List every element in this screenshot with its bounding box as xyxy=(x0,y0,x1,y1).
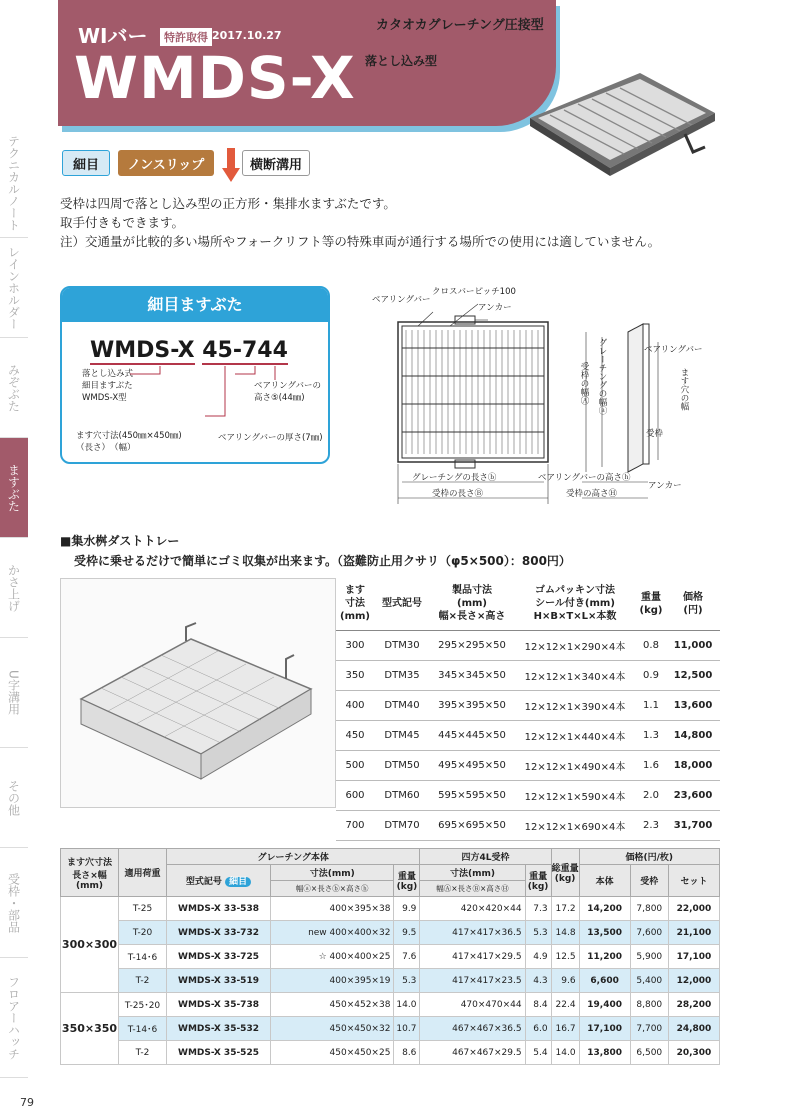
page-number: 79 xyxy=(20,1096,34,1109)
cell: WMDS-X 33-538 xyxy=(167,897,271,921)
code-box-title: 細目ますぶた xyxy=(62,288,328,322)
cell: 417×417×29.5 xyxy=(420,945,525,969)
cell: WMDS-X 35-525 xyxy=(167,1041,271,1065)
cell: 13,600 xyxy=(666,690,720,720)
size-group: 350×350 xyxy=(61,993,119,1065)
cell: 417×417×36.5 xyxy=(420,921,525,945)
arrow-down-icon xyxy=(222,148,240,184)
cell: T-25･20 xyxy=(119,993,167,1017)
col-header: ゴムパッキン寸法 シール付き(mm) H×B×T×L×本数 xyxy=(514,578,636,630)
table-row xyxy=(61,993,720,1017)
cell: 14,200 xyxy=(579,897,630,921)
cell: 21,100 xyxy=(668,921,719,945)
cell: 6,600 xyxy=(579,969,630,993)
tag-fine: 細目 xyxy=(62,150,110,176)
dust-tray-title: ■集水桝ダストトレー xyxy=(60,534,180,548)
cell: 4.3 xyxy=(525,969,551,993)
desc-line: 取手付きもできます。 xyxy=(60,215,185,230)
table-row xyxy=(61,897,720,921)
table-row xyxy=(336,750,720,780)
label-hole: ます穴寸法(450㎜×450㎜) （長さ） （幅） xyxy=(76,431,182,453)
cell: 12×12×1×340×4本 xyxy=(514,660,636,690)
cell: 445×445×50 xyxy=(430,720,514,750)
cell: 450×452×38 xyxy=(271,993,394,1017)
cell: 12.5 xyxy=(551,945,579,969)
tab-frame-parts[interactable]: 受枠・部品 xyxy=(0,848,28,958)
col-header: 本体 xyxy=(579,865,630,897)
dust-tray-subtitle: 受枠に乗せるだけで簡単にゴミ収集が出来ます。（盗難防止用クサリ（φ5×500）：800円） xyxy=(74,554,571,568)
cell: 8,800 xyxy=(630,993,668,1017)
cell: 6.0 xyxy=(525,1017,551,1041)
tab-rain-holder[interactable]: レインホルダー xyxy=(0,238,28,338)
cell: 450 xyxy=(336,720,374,750)
cell: 400 xyxy=(336,690,374,720)
cell: 450×450×32 xyxy=(271,1017,394,1041)
diag-frame-length: 受枠の長さⒷ xyxy=(432,489,484,499)
col-header: 四方4L受枠 xyxy=(420,849,551,865)
cell: T-2 xyxy=(119,1041,167,1065)
col-header: 適用荷重 xyxy=(119,849,167,897)
col-header: セット xyxy=(668,865,719,897)
diag-bearing-bar: ベアリングバー xyxy=(372,295,431,305)
col-header: 型式記号 xyxy=(374,578,430,630)
label-thickness: ベアリングバーの厚さ(7㎜) xyxy=(218,433,323,443)
cell: 12×12×1×390×4本 xyxy=(514,690,636,720)
cell: 5,900 xyxy=(630,945,668,969)
cell: 700 xyxy=(336,810,374,840)
col-header xyxy=(167,865,271,897)
cell: DTM45 xyxy=(374,720,430,750)
cell: 1.3 xyxy=(636,720,666,750)
cell: 400×395×19 xyxy=(271,969,394,993)
tab-technical-note[interactable]: テクニカルノート xyxy=(0,128,28,238)
cell: 395×395×50 xyxy=(430,690,514,720)
cell: 9.5 xyxy=(394,921,420,945)
cell: 345×345×50 xyxy=(430,660,514,690)
tab-masubuta[interactable]: ますぶた xyxy=(0,438,28,538)
diag-frame-height: 受枠の高さⒽ xyxy=(566,489,618,499)
table-row xyxy=(336,720,720,750)
cell: 467×467×29.5 xyxy=(420,1041,525,1065)
cell: DTM60 xyxy=(374,780,430,810)
cell: 0.9 xyxy=(636,660,666,690)
cell: 2.0 xyxy=(636,780,666,810)
cell: 12×12×1×290×4本 xyxy=(514,630,636,660)
cell: 1.6 xyxy=(636,750,666,780)
cell: 12×12×1×690×4本 xyxy=(514,810,636,840)
cell: 2.3 xyxy=(636,810,666,840)
bar-type: WIバー xyxy=(78,24,148,48)
diag-frame: 受枠 xyxy=(646,429,664,439)
cell: 695×695×50 xyxy=(430,810,514,840)
cell: 495×495×50 xyxy=(430,750,514,780)
tab-floor-hatch[interactable]: フロアーハッチ xyxy=(0,958,28,1078)
cell: 7,800 xyxy=(630,897,668,921)
subtype-label: 落とし込み型 xyxy=(365,54,438,68)
cell: 17,100 xyxy=(579,1017,630,1041)
cell: T-14･6 xyxy=(119,1017,167,1041)
cell: 467×467×36.5 xyxy=(420,1017,525,1041)
diag-crossbar-pitch: クロスバーピッチ100 xyxy=(432,287,516,297)
cell: T-20 xyxy=(119,921,167,945)
col-header: 価格(円/枚) xyxy=(579,849,719,865)
cell: 7.6 xyxy=(394,945,420,969)
cell: 18,000 xyxy=(666,750,720,780)
table-row xyxy=(336,690,720,720)
cell: 14.8 xyxy=(551,921,579,945)
table-row xyxy=(336,660,720,690)
cell: 600 xyxy=(336,780,374,810)
desc-line: 受枠は四周で落とし込み型の正方形・集排水ますぶたです。 xyxy=(60,196,396,211)
cell: 14,800 xyxy=(666,720,720,750)
cell: 5.3 xyxy=(525,921,551,945)
cell: 7,600 xyxy=(630,921,668,945)
col-header: 製品寸法 (mm) 幅×長さ×高さ xyxy=(430,578,514,630)
tab-mizobuta[interactable]: みぞぶた xyxy=(0,338,28,438)
diag-bearing-height: ベアリングバーの高さⓗ xyxy=(538,473,631,483)
cell: 4.9 xyxy=(525,945,551,969)
desc-line: 注）交通量が比較的多い場所やフォークリフト等の特殊車両が通行する場所での使用には適していません。 xyxy=(60,234,661,249)
cell: 350 xyxy=(336,660,374,690)
cell: WMDS-X 35-738 xyxy=(167,993,271,1017)
diag-grating-length: グレーチングの長さⓑ xyxy=(412,473,497,483)
col-header: 重量 (kg) xyxy=(394,865,420,897)
cell: WMDS-X 33-519 xyxy=(167,969,271,993)
table-row xyxy=(336,630,720,660)
table-row xyxy=(61,1041,720,1065)
cell: 300 xyxy=(336,630,374,660)
cell: T-2 xyxy=(119,969,167,993)
table-row xyxy=(61,969,720,993)
table-row xyxy=(61,945,720,969)
cell: 420×420×44 xyxy=(420,897,525,921)
diag-hole-width: ます穴の幅 xyxy=(679,368,689,411)
cell: 7,700 xyxy=(630,1017,668,1041)
cell: 9.9 xyxy=(394,897,420,921)
tab-u-groove[interactable]: U字溝用 xyxy=(0,638,28,748)
cell: 450×450×25 xyxy=(271,1041,394,1065)
cell: 28,200 xyxy=(668,993,719,1017)
cell: 11,200 xyxy=(579,945,630,969)
tag-nonslip: ノンスリップ xyxy=(118,150,214,176)
col-header: 重量 (kg) xyxy=(525,865,551,897)
cell: 595×595×50 xyxy=(430,780,514,810)
table-row xyxy=(61,921,720,945)
cell: DTM50 xyxy=(374,750,430,780)
patent-badge: 特許取得 xyxy=(160,28,212,46)
cell: DTM30 xyxy=(374,630,430,660)
patent-date: 2017.10.27 xyxy=(212,29,282,42)
cell: 14.0 xyxy=(394,993,420,1017)
cell: T-14･6 xyxy=(119,945,167,969)
cell: 19,400 xyxy=(579,993,630,1017)
cell: 8.6 xyxy=(394,1041,420,1065)
label-type: 落とし込み式 細目ますぶた WMDS-X型 xyxy=(82,369,134,403)
cell: WMDS-X 33-732 xyxy=(167,921,271,945)
col-header: グレーチング本体 xyxy=(167,849,420,865)
tab-kasaage[interactable]: かさ上げ xyxy=(0,538,28,638)
col-header: ます 寸法 (mm) xyxy=(336,578,374,630)
cell: 1.1 xyxy=(636,690,666,720)
code-prefix: WMDS-X xyxy=(90,338,195,363)
cell: 9.6 xyxy=(551,969,579,993)
tab-others[interactable]: その他 xyxy=(0,748,28,848)
cell: DTM40 xyxy=(374,690,430,720)
cell: 295×295×50 xyxy=(430,630,514,660)
diag-anchor-2: アンカー xyxy=(648,481,682,491)
cell: 23,600 xyxy=(666,780,720,810)
col-header: 総重量 (kg) xyxy=(551,849,579,897)
fine-badge: 細目 xyxy=(225,877,251,887)
size-group: 300×300 xyxy=(61,897,119,993)
cell: 12×12×1×590×4本 xyxy=(514,780,636,810)
cell: 11,000 xyxy=(666,630,720,660)
model-title: WMDS-X xyxy=(74,44,356,112)
col-header: 寸法(mm) xyxy=(420,865,525,881)
cell: 0.8 xyxy=(636,630,666,660)
code-suffix: 45-744 xyxy=(202,338,288,363)
cell: T-25 xyxy=(119,897,167,921)
product-price-table xyxy=(60,848,720,1065)
cell: 17.2 xyxy=(551,897,579,921)
cell: DTM35 xyxy=(374,660,430,690)
cell: 10.7 xyxy=(394,1017,420,1041)
cell: 16.7 xyxy=(551,1017,579,1041)
cell: 31,700 xyxy=(666,810,720,840)
cell: WMDS-X 35-532 xyxy=(167,1017,271,1041)
cell: new 400×400×32 xyxy=(271,921,394,945)
cell: 8.4 xyxy=(525,993,551,1017)
cell: WMDS-X 33-725 xyxy=(167,945,271,969)
col-header: ます穴寸法 長さ×幅 (mm) xyxy=(61,849,119,897)
description xyxy=(60,194,660,251)
cell: 13,500 xyxy=(579,921,630,945)
cell: 13,800 xyxy=(579,1041,630,1065)
cell: 6,500 xyxy=(630,1041,668,1065)
model-header: 型式記号 xyxy=(185,877,222,887)
cell: 12,500 xyxy=(666,660,720,690)
cell: 24,800 xyxy=(668,1017,719,1041)
code-leader-lines xyxy=(60,286,330,464)
product-photo xyxy=(520,58,720,183)
cell: 470×470×44 xyxy=(420,993,525,1017)
basket-photo-frame xyxy=(60,578,336,808)
cell: 20,300 xyxy=(668,1041,719,1065)
table-row xyxy=(336,810,720,840)
cell: 5,400 xyxy=(630,969,668,993)
diag-grating-width: グレーチングの幅ⓐ xyxy=(597,338,607,415)
col-subheader: 幅Ⓐ×長さⒷ×高さⒽ xyxy=(420,881,525,897)
cell: DTM70 xyxy=(374,810,430,840)
col-header: 受枠 xyxy=(630,865,668,897)
cell: 22,000 xyxy=(668,897,719,921)
cell: 400×395×38 xyxy=(271,897,394,921)
cell: 14.0 xyxy=(551,1041,579,1065)
cell: 417×417×23.5 xyxy=(420,969,525,993)
label-height: ベアリングバーの 高さ⑤(44㎜) xyxy=(254,381,321,403)
dust-tray-photo xyxy=(61,579,335,807)
category-label: カタオカグレーチング圧接型 xyxy=(376,18,544,33)
col-header: 価格 (円) xyxy=(666,578,720,630)
cell: 5.4 xyxy=(525,1041,551,1065)
diag-frame-width: 受枠の幅Ⓐ xyxy=(579,362,589,405)
tag-cross-groove: 横断溝用 xyxy=(242,150,310,176)
cell: 12,000 xyxy=(668,969,719,993)
col-header: 重量 (kg) xyxy=(636,578,666,630)
cell: 7.3 xyxy=(525,897,551,921)
table-row xyxy=(336,780,720,810)
cell: 17,100 xyxy=(668,945,719,969)
cell: 12×12×1×490×4本 xyxy=(514,750,636,780)
dust-tray-table xyxy=(336,578,720,841)
cell: 500 xyxy=(336,750,374,780)
col-header: 寸法(mm) xyxy=(271,865,394,881)
cell: 5.3 xyxy=(394,969,420,993)
diag-bearing-bar-2: ベアリングバー xyxy=(644,345,703,355)
diag-anchor: アンカー xyxy=(478,303,512,313)
cell: ☆ 400×400×25 xyxy=(271,945,394,969)
col-subheader: 幅ⓐ×長さⓑ×高さⓗ xyxy=(271,881,394,897)
table-row xyxy=(61,1017,720,1041)
cell: 12×12×1×440×4本 xyxy=(514,720,636,750)
cell: 22.4 xyxy=(551,993,579,1017)
